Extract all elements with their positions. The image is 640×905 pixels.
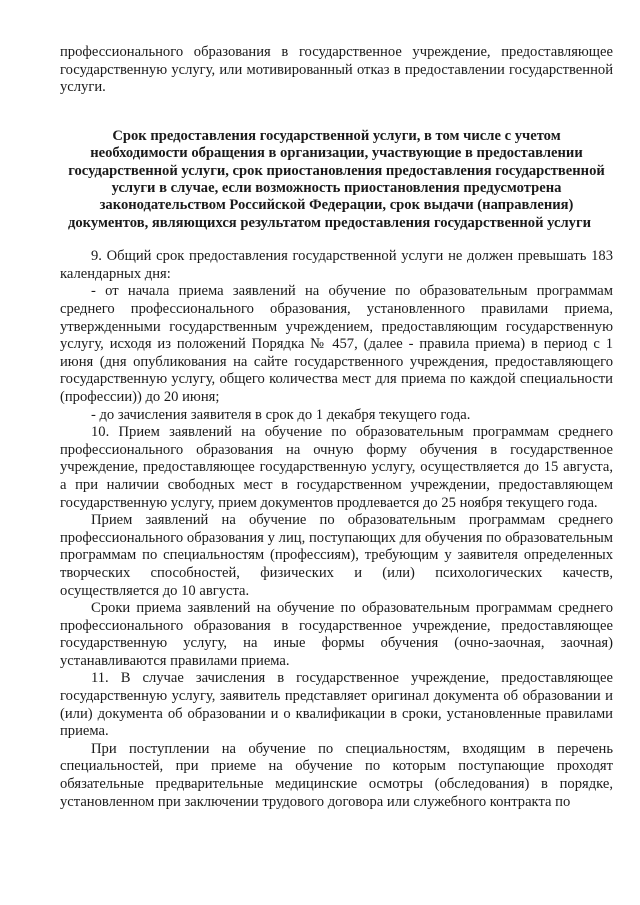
paragraph-10-other-forms: Сроки приема заявлений на обучение по образовательным программам среднего профессионального образования в государственное учреждение, предоставляющее государственную услугу, на иные формы обучения (очно-заочная, заочная) устанавливаются правилами приема. [60, 600, 613, 669]
paragraph-9: 9. Общий срок предоставления государственной услуги не должен превышать 183 календарных дня: [60, 248, 613, 282]
paragraph-10: 10. Прием заявлений на обучение по образовательным программам среднего профессионального образования на очную форму обучения в государственное учреждение, предоставляющее государственную услугу, осуществляется до 15 августа, а при наличии свободных мест в государственном учреждении, предоставляющем государственную услугу, прием документов продлевается до 25 ноября текущего года. [60, 424, 613, 511]
document-page [60, 44, 613, 811]
paragraph-10-creative: Прием заявлений на обучение по образовательным программам среднего профессионального образования у лиц, поступающих для обучения по образовательным программам по специальностям (профессиям), требующим у заявителя определенных творческих способностей, физических и (или) психологических качеств, осуществляется до 10 августа. [60, 512, 613, 599]
intro-paragraph: профессионального образования в государственное учреждение, предоставляющее государственную услугу, или мотивированный отказ в предоставлении государственной услуги. [60, 44, 613, 96]
paragraph-11-medical: При поступлении на обучение по специальностям, входящим в перечень специальностей, при приеме на обучение по которым поступающие проходят обязательные предварительные медицинские осмотры (обследования) в порядке, установленном при заключении трудового договора или служебного контракта по [60, 740, 613, 810]
paragraph-11: 11. В случае зачисления в государственное учреждение, предоставляющее государственную услугу, заявитель представляет оригинал документа об образовании и (или) документа об образовании и о квалификации в сроки, установленные правилами приема. [60, 670, 613, 740]
paragraph-9-item-2: - до зачисления заявителя в срок до 1 декабря текущего года. [91, 406, 471, 423]
section-heading: Срок предоставления государственной услуги, в том числе с учетом необходимости обращения в организации, участвующие в предоставлении государственной услуги, срок приостановления предоставления государственной услуги в случае, если возможность приостановления предусмотрена законодательством Российской Федерации, срок выдачи (направления) документов, являющихся результатом предоставления государственной услуги [68, 127, 605, 231]
paragraph-9-item-1: - от начала приема заявлений на обучение по образовательным программам среднего профессионального образования, установленного правилами приема, утвержденными государственным учреждением, предоставляющим государственную услугу, исходя из положений Порядка № 457, (далее - правила приема) в период с 1 июня (дня опубликования на сайте государственного учреждения, предоставляющего государственную услугу, общего количества мест для приема по каждой специальности (профессии)) до 20 июня; [60, 283, 613, 405]
